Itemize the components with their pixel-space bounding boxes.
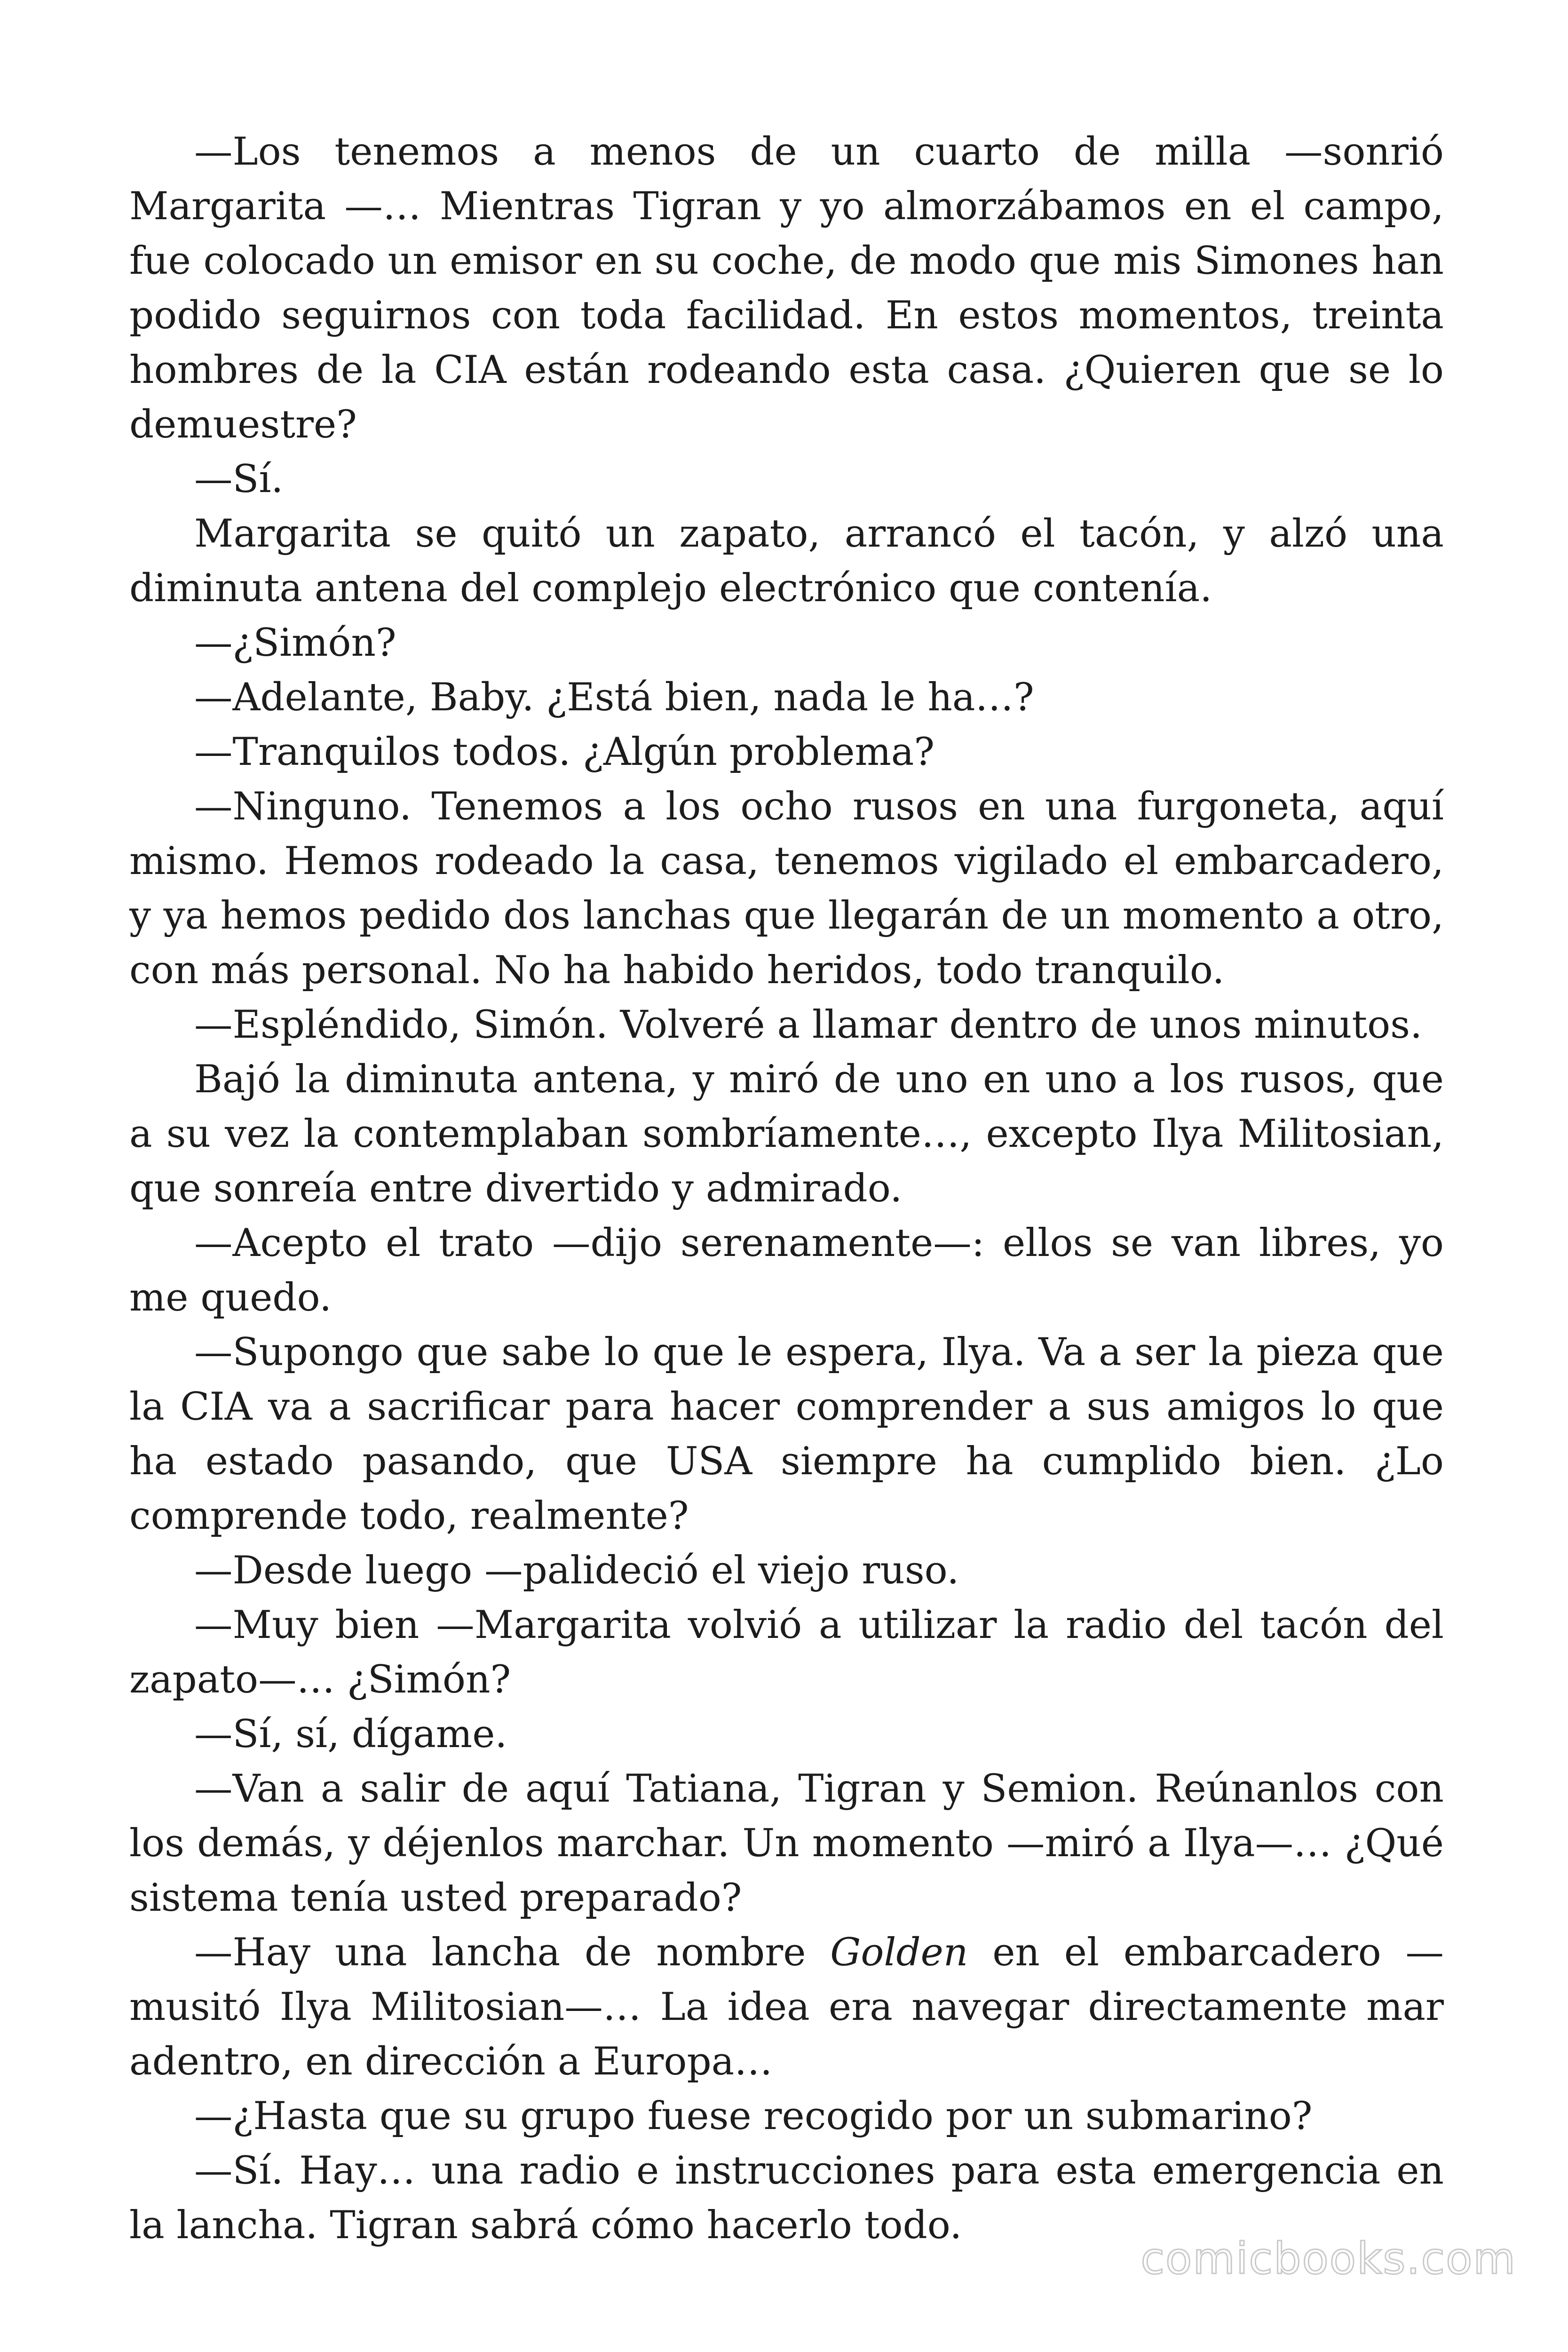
paragraph-6: —Tranquilos todos. ¿Algún problema? [194, 730, 935, 774]
paragraph-12: —Desde luego —palideció el viejo ruso. [194, 1548, 959, 1593]
paragraph-18: —Sí. Hay… una radio e instrucciones para esta emergencia en la lancha. Tigran sabrá cómo hacerlo todo. [129, 2148, 1444, 2248]
paragraph-1: —Los tenemos a menos de un cuarto de milla —sonrió Margarita —… Mientras Tigran y yo almorzábamos en el campo, fue colocado un emisor en su coche, de modo que mis Simones han podido seguirnos con toda facilidad. En estos momentos, treinta hombres de la CIA están rodeando esta casa. ¿Quieren que se lo demuestre? [129, 129, 1444, 447]
paragraph-14: —Sí, sí, dígame. [194, 1712, 507, 1756]
paragraph-15: —Van a salir de aquí Tatiana, Tigran y Semion. Reúnanlos con los demás, y déjenlos marchar. Un momento —miró a Ilya—… ¿Qué sistema tenía usted preparado? [129, 1766, 1444, 1920]
boat-name-italic: Golden [830, 1930, 968, 1975]
paragraph-17: —¿Hasta que su grupo fuese recogido por un submarino? [194, 2094, 1313, 2138]
page-body [129, 125, 1444, 2253]
paragraph-4: —¿Simón? [194, 620, 396, 665]
paragraph-13: —Muy bien —Margarita volvió a utilizar la radio del tacón del zapato—… ¿Simón? [129, 1603, 1444, 1702]
paragraph-5: —Adelante, Baby. ¿Está bien, nada le ha…? [194, 675, 1034, 720]
paragraph-2: —Sí. [194, 457, 284, 501]
paragraph-16 [129, 1925, 1444, 2089]
paragraph-3: Margarita se quitó un zapato, arrancó el tacón, y alzó una diminuta antena del complejo electrónico que contenía. [129, 511, 1444, 611]
paragraph-16-before: —Hay una lancha de nombre [194, 1930, 831, 1975]
paragraph-7: —Ninguno. Tenemos a los ocho rusos en una furgoneta, aquí mismo. Hemos rodeado la casa, tenemos vigilado el embarcadero, y ya hemos pedido dos lanchas que llegarán de un momento a otro, con más personal. No ha habido heridos, todo tranquilo. [129, 784, 1444, 993]
paragraph-9: Bajó la diminuta antena, y miró de uno en uno a los rusos, que a su vez la contemplaban sombríamente…, excepto Ilya Militosian, que sonreía entre divertido y admirado. [129, 1057, 1444, 1211]
paragraph-10: —Acepto el trato —dijo serenamente—: ellos se van libres, yo me quedo. [129, 1221, 1444, 1320]
paragraph-8: —Espléndido, Simón. Volveré a llamar dentro de unos minutos. [194, 1002, 1422, 1047]
paragraph-11: —Supongo que sabe lo que le espera, Ilya. Va a ser la pieza que la CIA va a sacrificar para hacer comprender a sus amigos lo que ha estado pasando, que USA siempre ha cumplido bien. ¿Lo comprende todo, realmente? [129, 1330, 1444, 1538]
paragraph-16-after: en el embarcadero —musitó Ilya Militosian—… La idea era navegar directamente mar adentro, en dirección a Europa… [129, 1930, 1444, 2084]
site-watermark: comicbooks.com [1140, 2233, 1516, 2284]
